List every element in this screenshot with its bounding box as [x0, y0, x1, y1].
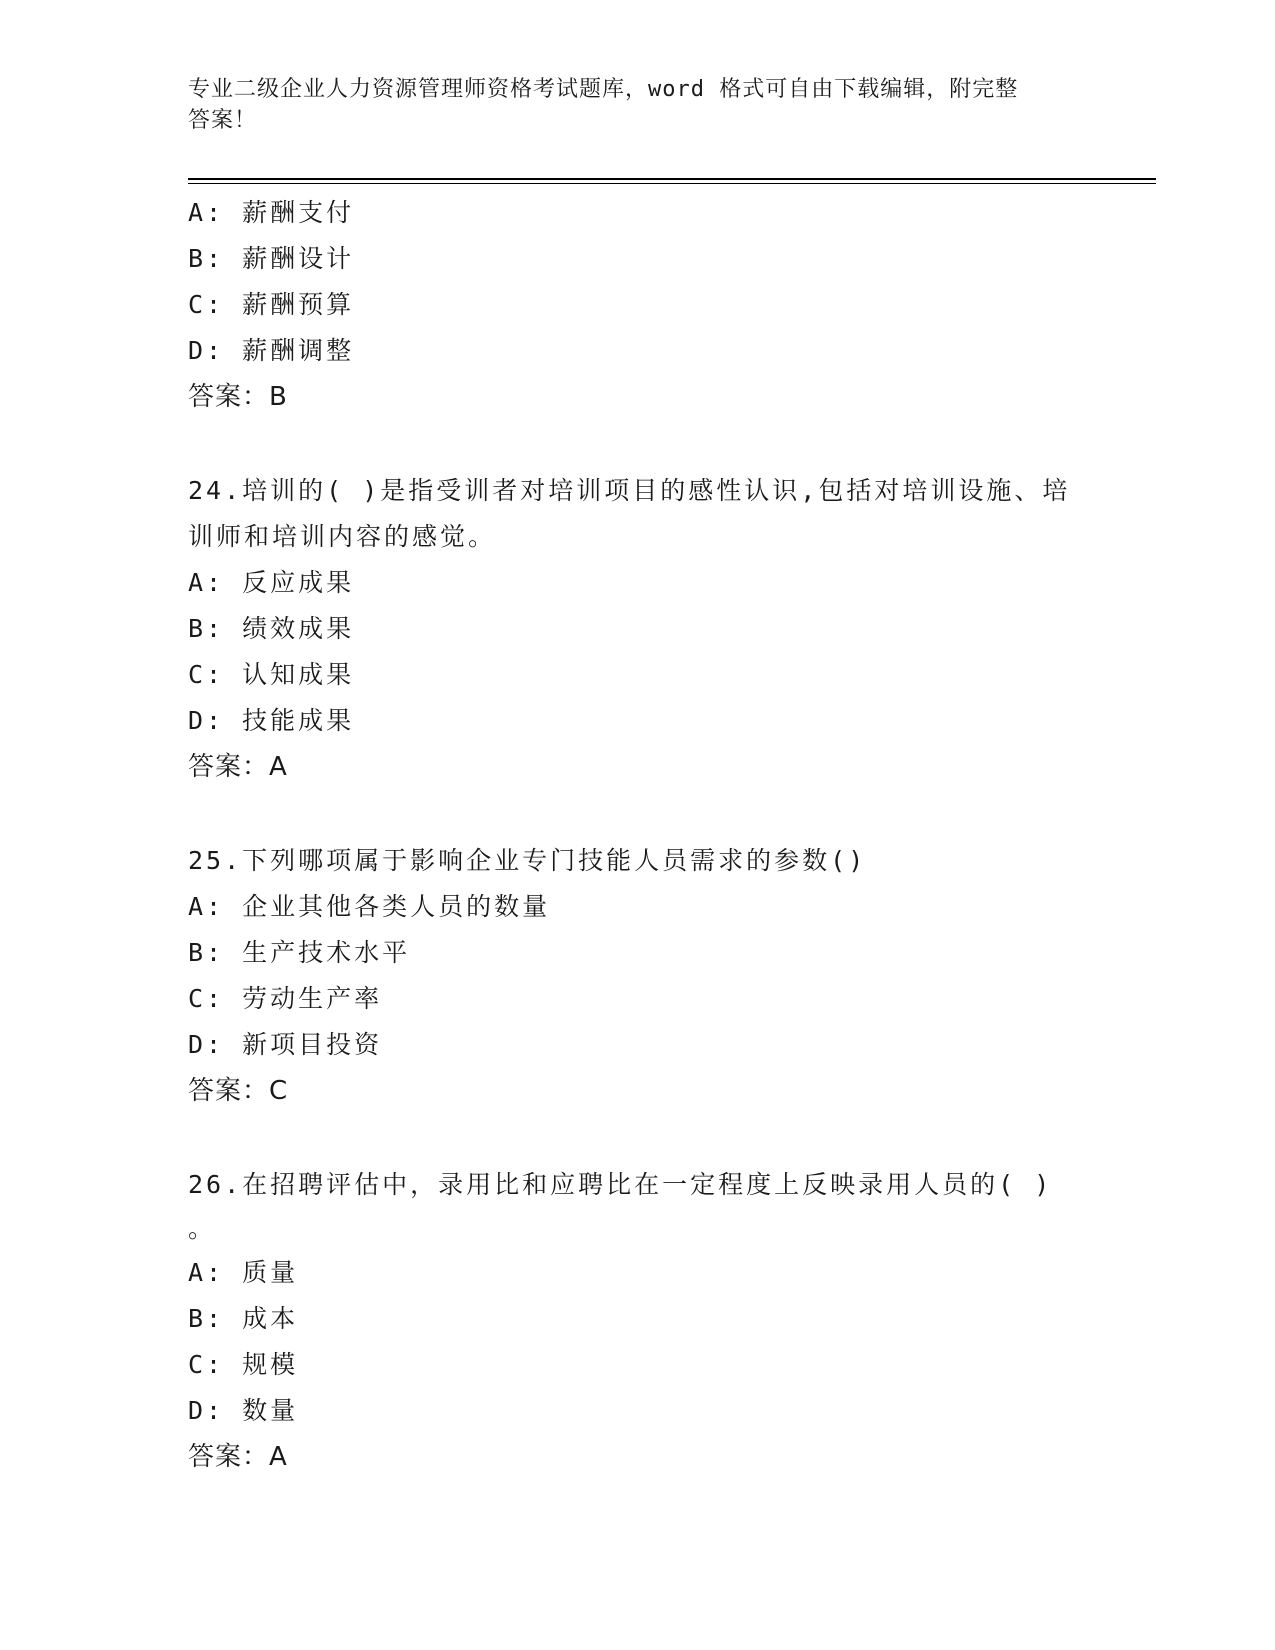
header-rule-thick: [188, 178, 1156, 180]
option-a: A: 质量: [188, 1258, 299, 1287]
option-d: D: 数量: [188, 1396, 299, 1425]
option-c: C: 规模: [188, 1350, 299, 1379]
question-text-line-1: 26.在招聘评估中，录用比和应聘比在一定程度上反映录用人员的( ): [188, 1170, 1053, 1199]
question-23: [188, 190, 1088, 420]
option-a: A: 薪酬支付: [188, 198, 355, 227]
option-a: A: 反应成果: [188, 568, 355, 597]
question-text-line-2: 训师和培训内容的感觉。: [188, 522, 497, 551]
question-text-line-1: 25.下列哪项属于影响企业专门技能人员需求的参数(): [188, 846, 867, 875]
option-a: A: 企业其他各类人员的数量: [188, 892, 551, 921]
header-title-line-2: 答案！: [188, 108, 258, 133]
header-title-line-1: 专业二级企业人力资源管理师资格考试题库，word 格式可自由下载编辑，附完整: [188, 77, 1019, 102]
option-d: D: 薪酬调整: [188, 336, 355, 365]
option-d: D: 新项目投资: [188, 1030, 383, 1059]
header-rule-thin: [188, 183, 1156, 184]
option-c: C: 认知成果: [188, 660, 355, 689]
answer: 答案：A: [188, 752, 288, 782]
question-26: [188, 1162, 1088, 1480]
document-header: [188, 74, 1068, 136]
option-c: C: 薪酬预算: [188, 290, 355, 319]
option-b: B: 生产技术水平: [188, 938, 411, 967]
question-24: [188, 468, 1088, 790]
answer: 答案：C: [188, 1076, 289, 1106]
answer: 答案：B: [188, 382, 288, 412]
question-text-line-2: 。: [188, 1214, 217, 1243]
question-list: [188, 190, 1088, 1480]
option-b: B: 薪酬设计: [188, 244, 355, 273]
answer: 答案：A: [188, 1442, 288, 1472]
option-b: B: 绩效成果: [188, 614, 355, 643]
option-b: B: 成本: [188, 1304, 299, 1333]
option-c: C: 劳动生产率: [188, 984, 383, 1013]
question-25: [188, 838, 1088, 1114]
question-text-line-1: 24.培训的( )是指受训者对培训项目的感性认识,包括对培训设施、培: [188, 476, 1071, 505]
option-d: D: 技能成果: [188, 706, 355, 735]
